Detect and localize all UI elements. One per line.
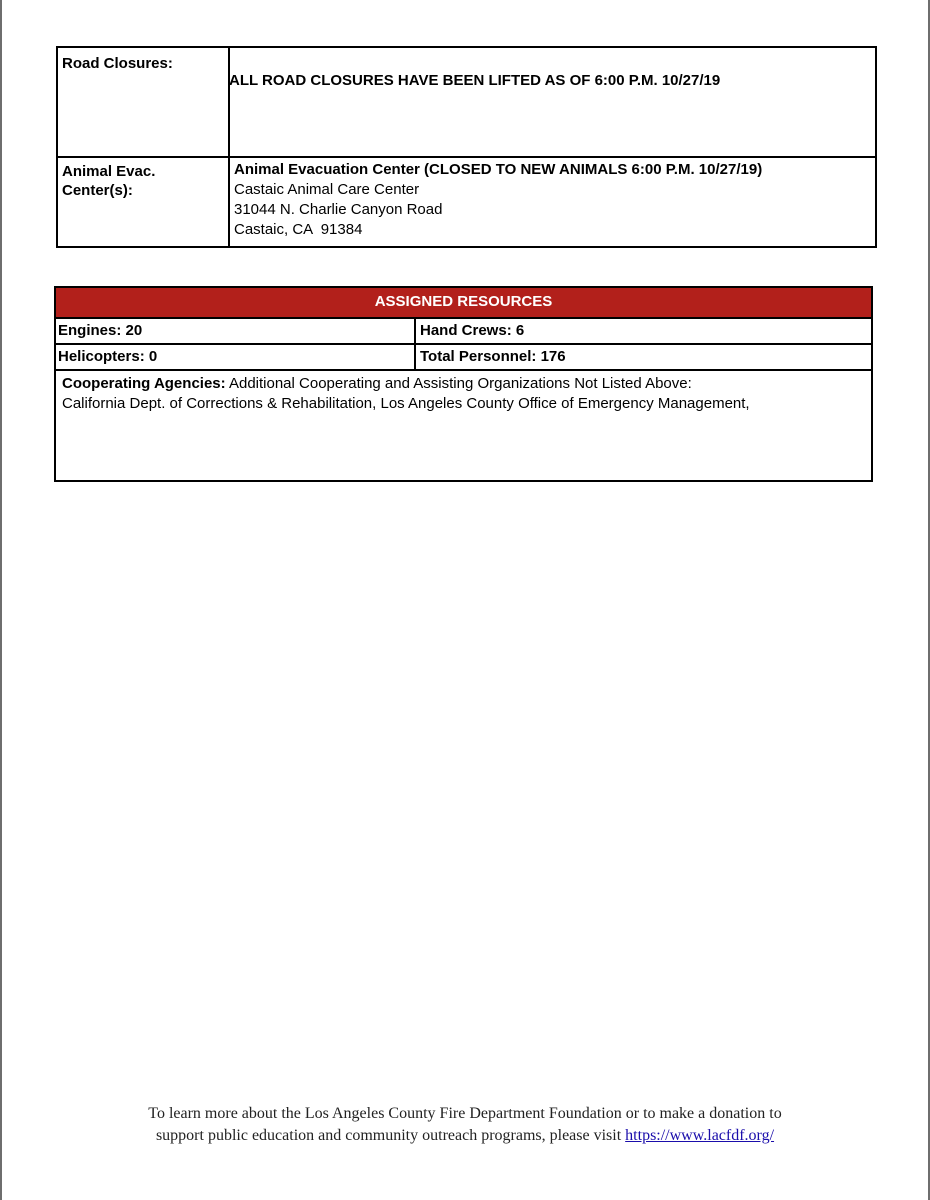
resources-row-2	[56, 345, 871, 371]
animal-evac-details	[234, 160, 762, 240]
animal-evac-label-line2: Center(s):	[62, 182, 133, 199]
road-closures-label: Road Closures:	[62, 55, 173, 72]
page-edge-left	[0, 0, 2, 1200]
footer-line1: To learn more about the Los Angeles County Fire Department Foundation or to make a donation to	[148, 1105, 782, 1122]
animal-evac-label-line1: Animal Evac.	[62, 163, 156, 180]
total-personnel-cell: Total Personnel: 176	[420, 345, 871, 371]
engines-cell: Engines: 20	[58, 322, 143, 339]
animal-evac-heading: Animal Evacuation Center (CLOSED TO NEW ANIMALS 6:00 P.M. 10/27/19)	[234, 161, 763, 178]
info-table	[56, 46, 877, 248]
animal-evac-row	[58, 158, 875, 246]
assigned-resources-table	[54, 286, 873, 482]
road-closures-value: ALL ROAD CLOSURES HAVE BEEN LIFTED AS OF 6:00 P.M. 10/27/19	[229, 72, 721, 89]
resources-row-1	[56, 319, 871, 345]
resources-column-divider	[414, 319, 416, 371]
helicopters-cell: Helicopters: 0	[58, 348, 158, 365]
animal-evac-city: Castaic, CA 91384	[234, 221, 363, 238]
footer-line2	[0, 1125, 930, 1147]
cooperating-agencies-intro: Additional Cooperating and Assisting Organizations Not Listed Above:	[225, 375, 692, 392]
footer	[0, 1103, 930, 1147]
footer-line2-text: support public education and community outreach programs, please visit	[155, 1127, 626, 1144]
assigned-resources-header: ASSIGNED RESOURCES	[56, 288, 871, 319]
hand-crews-cell: Hand Crews: 6	[420, 319, 871, 345]
animal-evac-label	[62, 162, 155, 200]
cooperating-agencies-list: California Dept. of Corrections & Rehabilitation, Los Angeles County Office of Emergency Management,	[62, 395, 750, 412]
animal-evac-name: Castaic Animal Care Center	[234, 181, 420, 198]
road-closures-row	[58, 48, 875, 158]
cooperating-agencies-label: Cooperating Agencies:	[62, 375, 226, 392]
foundation-link[interactable]: https://www.lacfdf.org/	[625, 1127, 775, 1144]
animal-evac-street: 31044 N. Charlie Canyon Road	[234, 201, 443, 218]
cooperating-agencies	[62, 374, 863, 414]
